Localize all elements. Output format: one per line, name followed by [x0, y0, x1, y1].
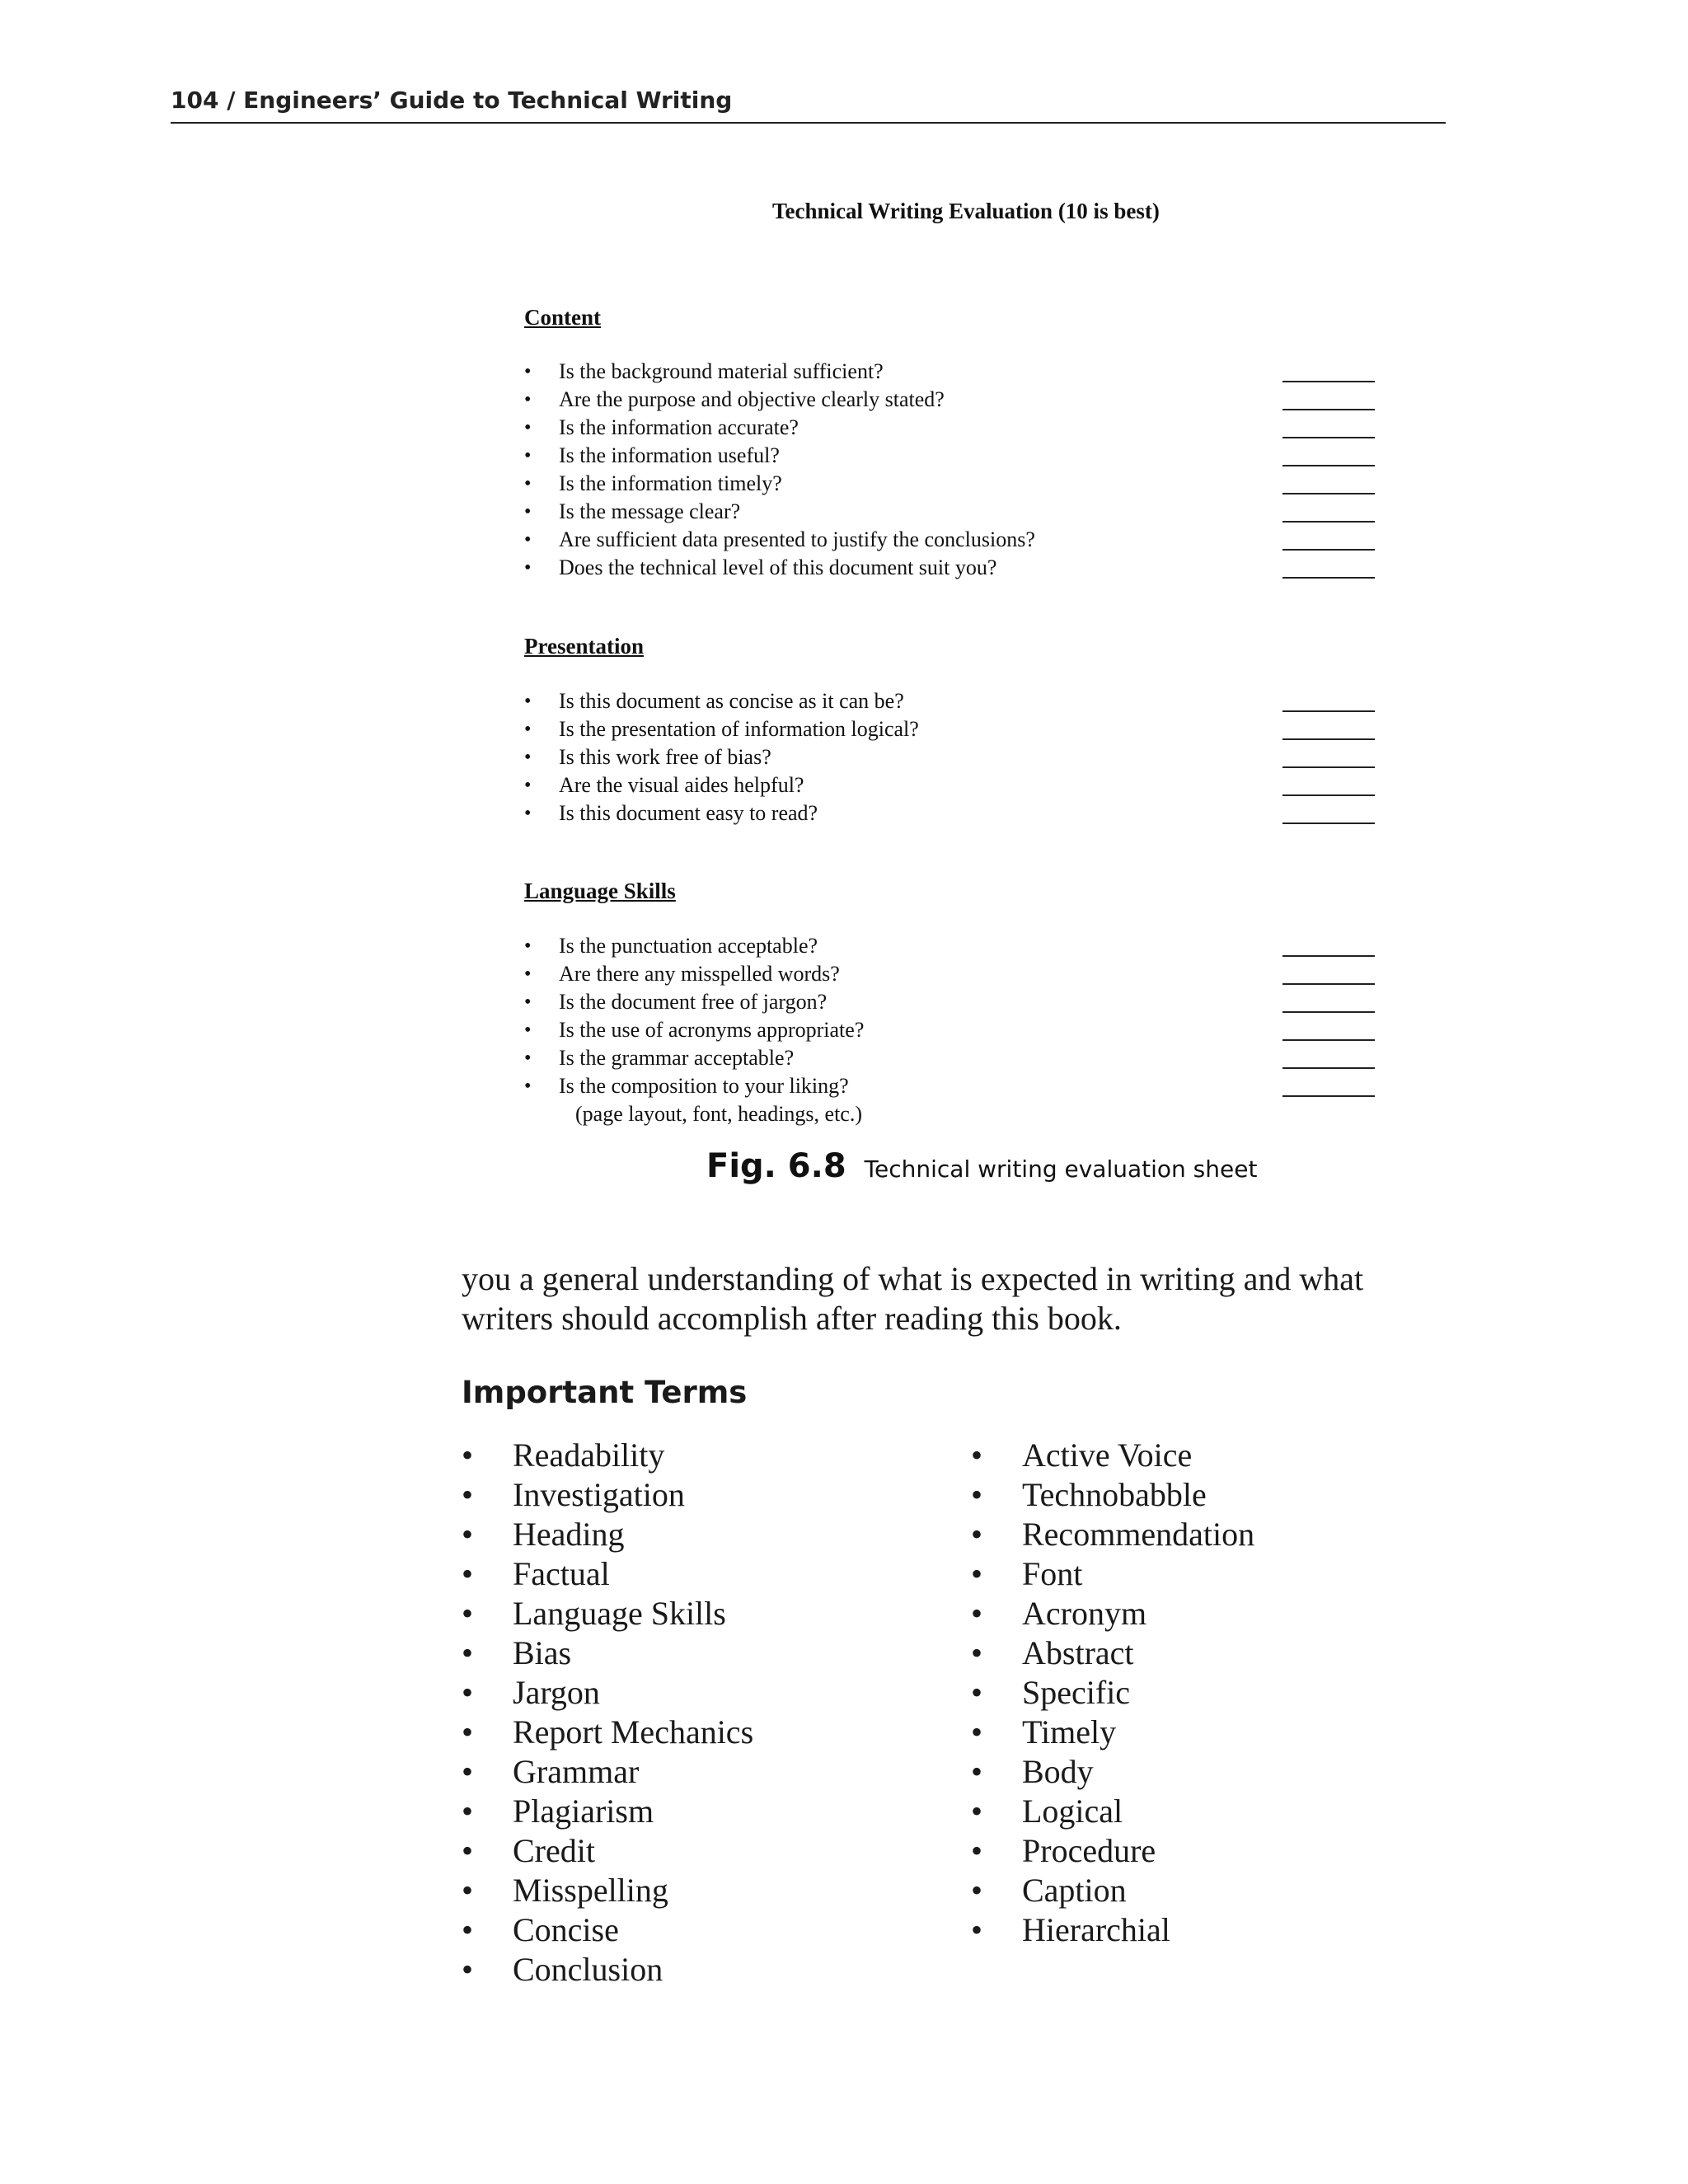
- rating-blank-line: [1282, 521, 1375, 523]
- bullet-icon: •: [524, 1076, 532, 1097]
- term-text: Font: [1022, 1555, 1083, 1592]
- bullet-icon: •: [462, 1555, 474, 1592]
- term-text: Misspelling: [513, 1872, 668, 1909]
- term-text: Bias: [513, 1634, 572, 1671]
- section-heading-presentation: Presentation: [524, 634, 644, 658]
- term-text: Jargon: [513, 1674, 600, 1711]
- running-head: 104 / Engineers’ Guide to Technical Writing: [171, 82, 1446, 124]
- term-text: Abstract: [1022, 1634, 1134, 1671]
- term-text: Procedure: [1022, 1832, 1156, 1869]
- question-item: [524, 470, 1381, 498]
- question-text: Are sufficient data presented to justify the conclusions?: [559, 527, 1035, 551]
- question-text: Are there any misspelled words?: [559, 962, 840, 986]
- rating-blank-line: [1282, 1067, 1375, 1069]
- bullet-icon: •: [462, 1793, 474, 1830]
- bullet-icon: •: [971, 1713, 983, 1750]
- question-item: [524, 1044, 1381, 1072]
- rating-blank-line: [1282, 738, 1375, 740]
- question-text: Is the grammar acceptable?: [559, 1046, 795, 1070]
- question-text: Is this document easy to read?: [559, 801, 818, 825]
- bullet-icon: •: [971, 1555, 983, 1592]
- question-text: Are the purpose and objective clearly stated?: [559, 387, 945, 411]
- rating-blank-line: [1282, 955, 1375, 957]
- term-text: Investigation: [513, 1476, 685, 1513]
- question-item: [524, 715, 1381, 743]
- term-text: Heading: [513, 1516, 625, 1553]
- bullet-icon: •: [524, 1019, 532, 1041]
- bullet-icon: •: [524, 747, 532, 768]
- term-text: Conclusion: [513, 1951, 663, 1988]
- bullet-icon: •: [462, 1436, 474, 1474]
- bullet-icon: •: [971, 1595, 983, 1632]
- bullet-icon: •: [462, 1872, 474, 1909]
- term-text: Acronym: [1022, 1595, 1147, 1632]
- bullet-icon: •: [971, 1516, 983, 1553]
- question-item: [524, 932, 1381, 960]
- rating-blank-line: [1282, 1039, 1375, 1041]
- term-text: Plagiarism: [513, 1793, 654, 1830]
- evaluation-form-title: Technical Writing Evaluation (10 is best): [772, 199, 1160, 223]
- rating-blank-line: [1282, 465, 1375, 466]
- body-paragraph: you a general understanding of what is expected in writing and what writers should accomplish after reading this book.: [462, 1260, 1364, 1337]
- bullet-icon: •: [524, 445, 532, 466]
- bullet-icon: •: [462, 1476, 474, 1513]
- question-text: Is the information accurate?: [559, 415, 799, 439]
- bullet-icon: •: [524, 501, 532, 523]
- figure-caption: [706, 1147, 1257, 1185]
- bullet-icon: •: [971, 1753, 983, 1790]
- bullet-icon: •: [524, 935, 532, 957]
- question-item: [524, 799, 1381, 827]
- term-text: Caption: [1022, 1872, 1127, 1909]
- important-terms-heading: Important Terms: [462, 1375, 748, 1410]
- bullet-icon: •: [462, 1595, 474, 1632]
- term-text: Timely: [1022, 1713, 1117, 1750]
- figure-caption-text: Technical writing evaluation sheet: [864, 1155, 1258, 1183]
- rating-blank-line: [1282, 381, 1375, 382]
- rating-blank-line: [1282, 1095, 1375, 1097]
- question-text: Is the use of acronyms appropriate?: [559, 1018, 865, 1042]
- term-text: Language Skills: [513, 1595, 726, 1632]
- question-text: Is this document as concise as it can be?: [559, 689, 904, 713]
- question-item: [524, 1016, 1381, 1044]
- term-text: Readability: [513, 1436, 665, 1474]
- bullet-icon: •: [971, 1634, 983, 1671]
- bullet-icon: •: [462, 1516, 474, 1553]
- rating-blank-line: [1282, 766, 1375, 768]
- question-item: [524, 554, 1381, 582]
- bullet-icon: •: [971, 1872, 983, 1909]
- section-heading-content: Content: [524, 305, 601, 330]
- bullet-icon: •: [971, 1476, 983, 1513]
- question-text: Is the composition to your liking?: [559, 1074, 849, 1098]
- bullet-icon: •: [524, 361, 532, 382]
- bullet-icon: •: [524, 473, 532, 494]
- question-text: Is the information timely?: [559, 471, 782, 495]
- rating-blank-line: [1282, 549, 1375, 551]
- question-item: [524, 498, 1381, 526]
- rating-blank-line: [1282, 1011, 1375, 1013]
- term-text: Logical: [1022, 1793, 1123, 1830]
- bullet-icon: •: [971, 1911, 983, 1948]
- term-text: Report Mechanics: [513, 1713, 754, 1750]
- question-text: Is the background material sufficient?: [559, 359, 884, 383]
- question-item: [524, 687, 1381, 715]
- rating-blank-line: [1282, 577, 1375, 579]
- question-text: Is this work free of bias?: [559, 745, 771, 769]
- bullet-icon: •: [971, 1436, 983, 1474]
- term-text: Concise: [513, 1911, 619, 1948]
- question-item: [524, 358, 1381, 386]
- question-text: Is the punctuation acceptable?: [559, 934, 818, 958]
- bullet-icon: •: [524, 417, 532, 438]
- question-text: Are the visual aides helpful?: [559, 773, 804, 797]
- question-item: [524, 442, 1381, 470]
- question-text: Is the document free of jargon?: [559, 990, 828, 1014]
- question-item: [524, 414, 1381, 442]
- bullet-icon: •: [462, 1634, 474, 1671]
- question-note: (page layout, font, headings, etc.): [575, 1102, 862, 1126]
- bullet-icon: •: [524, 775, 532, 796]
- question-item: [524, 743, 1381, 771]
- rating-blank-line: [1282, 409, 1375, 410]
- bullet-icon: •: [462, 1911, 474, 1948]
- presentation-question-list: [524, 687, 1381, 827]
- bullet-icon: •: [524, 803, 532, 824]
- bullet-icon: •: [524, 991, 532, 1013]
- term-text: Specific: [1022, 1674, 1131, 1711]
- bullet-icon: •: [462, 1832, 474, 1869]
- term-text: Active Voice: [1022, 1436, 1193, 1474]
- bullet-icon: •: [971, 1793, 983, 1830]
- bullet-icon: •: [462, 1753, 474, 1790]
- question-text: Does the technical level of this document suit you?: [559, 555, 997, 579]
- term-text: Recommendation: [1022, 1516, 1255, 1553]
- rating-blank-line: [1282, 823, 1375, 824]
- term-text: Body: [1022, 1753, 1094, 1790]
- question-text: Is the information useful?: [559, 443, 780, 467]
- section-heading-language-skills: Language Skills: [524, 879, 676, 903]
- content-question-list: [524, 358, 1381, 582]
- rating-blank-line: [1282, 710, 1375, 712]
- bullet-icon: •: [524, 529, 532, 551]
- term-text: Technobabble: [1022, 1476, 1207, 1513]
- bullet-icon: •: [971, 1674, 983, 1711]
- term-text: Credit: [513, 1832, 595, 1869]
- bullet-icon: •: [971, 1832, 983, 1869]
- rating-blank-line: [1282, 794, 1375, 796]
- bullet-icon: •: [524, 389, 532, 410]
- bullet-icon: •: [524, 719, 532, 740]
- rating-blank-line: [1282, 493, 1375, 494]
- bullet-icon: •: [462, 1951, 474, 1988]
- term-text: Factual: [513, 1555, 610, 1592]
- question-text: Is the presentation of information logical?: [559, 717, 919, 741]
- bullet-icon: •: [524, 557, 532, 579]
- bullet-icon: •: [524, 963, 532, 985]
- question-item: [524, 386, 1381, 414]
- question-item: [524, 960, 1381, 988]
- bullet-icon: •: [524, 1047, 532, 1069]
- bullet-icon: •: [524, 691, 532, 712]
- term-text: Grammar: [513, 1753, 640, 1790]
- question-item: [524, 988, 1381, 1016]
- question-item: [524, 1072, 1381, 1126]
- rating-blank-line: [1282, 983, 1375, 985]
- rating-blank-line: [1282, 437, 1375, 438]
- language-skills-question-list: [524, 932, 1381, 1126]
- figure-caption-label: Fig. 6.8: [706, 1147, 846, 1185]
- question-item: [524, 526, 1381, 554]
- bullet-icon: •: [462, 1713, 474, 1750]
- question-text: Is the message clear?: [559, 499, 741, 523]
- question-item: [524, 771, 1381, 799]
- term-text: Hierarchial: [1022, 1911, 1170, 1948]
- bullet-icon: •: [462, 1674, 474, 1711]
